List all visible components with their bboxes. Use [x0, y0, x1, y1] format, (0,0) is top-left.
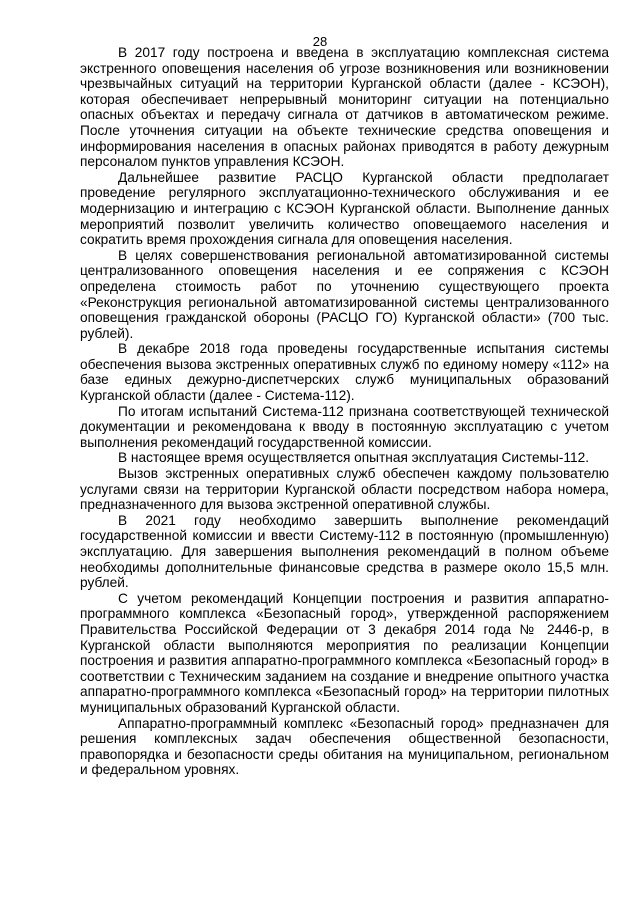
paragraph-system-112-2021: В 2021 году необходимо завершить выполнение рекомендаций государственной комиссии и ввести Систему-112 в постоянную (промышленную) эксплуатацию. Для завершения выполнения рекомендаций в полном объеме необходимы дополнительные финансовые средства в размере около 15,5 млн. рублей. [80, 512, 609, 591]
paragraph-safe-city-purpose: Аппаратно-программный комплекс «Безопасный город» предназначен для решения комплексных задач обеспечения общественной безопасности, правопорядка и безопасности среды обитания на муниципальном, региональном и федеральном уровнях. [80, 715, 609, 778]
paragraph-emergency-call-access: Вызов экстренных оперативных служб обеспечен каждому пользователю услугами связи на территории Курганской области посредством набора номера, предназначенного для вызова экстренной оперативной службы. [80, 466, 609, 513]
paragraph-system-112-results: По итогам испытаний Система-112 признана соответствующей технической документации и рекомендована к вводу в постоянную эксплуатацию с учетом выполнения рекомендаций государственной комиссии. [80, 403, 609, 450]
page-number: 28 [312, 34, 328, 49]
paragraph-rasco-development: Дальнейшее развитие РАСЦО Курганской области предполагает проведение регулярного эксплуатационно-технического обслуживания и ее модернизацию и интеграцию с КСЭОН Курганской области. Выполнение данных мероприятий позволит увеличить количество оповещаемого населения и сократить время прохождения сигнала для оповещения населения. [80, 169, 609, 248]
paragraph-safe-city-concept: С учетом рекомендаций Концепции построения и развития аппаратно-программного комплекса «Безопасный город», утвержденной распоряжением Правительства Российской Федерации от 3 декабря 2014 года № 2446-р, в Курганской области выполняются мероприятия по реализации Концепции построения и развития аппаратно-программного комплекса «Безопасный город» в соответствии с Техническим заданием на создание и внедрение опытного участка аппаратно-программного комплекса «Безопасный город» на территории пилотных муниципальных образований Курганской области. [80, 590, 609, 715]
paragraph-system-112-trial: В настоящее время осуществляется опытная эксплуатация Системы-112. [118, 450, 590, 466]
paragraph-rasco-reconstruction: В целях совершенствования региональной автоматизированной системы централизованного оповещения населения и ее сопряжения с КСЭОН определена стоимость работ по уточнению существующего проекта «Реконструкция региональной автоматизированной системы централизованного оповещения гражданской обороны (РАСЦО ГО) Курганской области» (700 тыс. рублей). [80, 247, 609, 341]
document-body [80, 45, 609, 778]
paragraph-ksaeon-2017: В 2017 году построена и введена в эксплуатацию комплексная система экстренного оповещения населения об угрозе возникновения или возникновении чрезвычайных ситуаций на территории Курганской области (далее - КСЭОН), которая обеспечивает непрерывный мониторинг ситуации на потенциально опасных объектах и передачу сигнала от датчиков в автоматическом режиме. После уточнения ситуации на объекте технические средства оповещения и информирования населения в опасных районах приводятся в работу дежурным персоналом пунктов управления КСЭОН. [80, 45, 609, 170]
paragraph-system-112-tests: В декабре 2018 года проведены государственные испытания системы обеспечения вызова экстренных оперативных служб по единому номеру «112» на базе единых дежурно-диспетчерских служб муниципальных образований Курганской области (далее - Система-112). [80, 341, 609, 404]
